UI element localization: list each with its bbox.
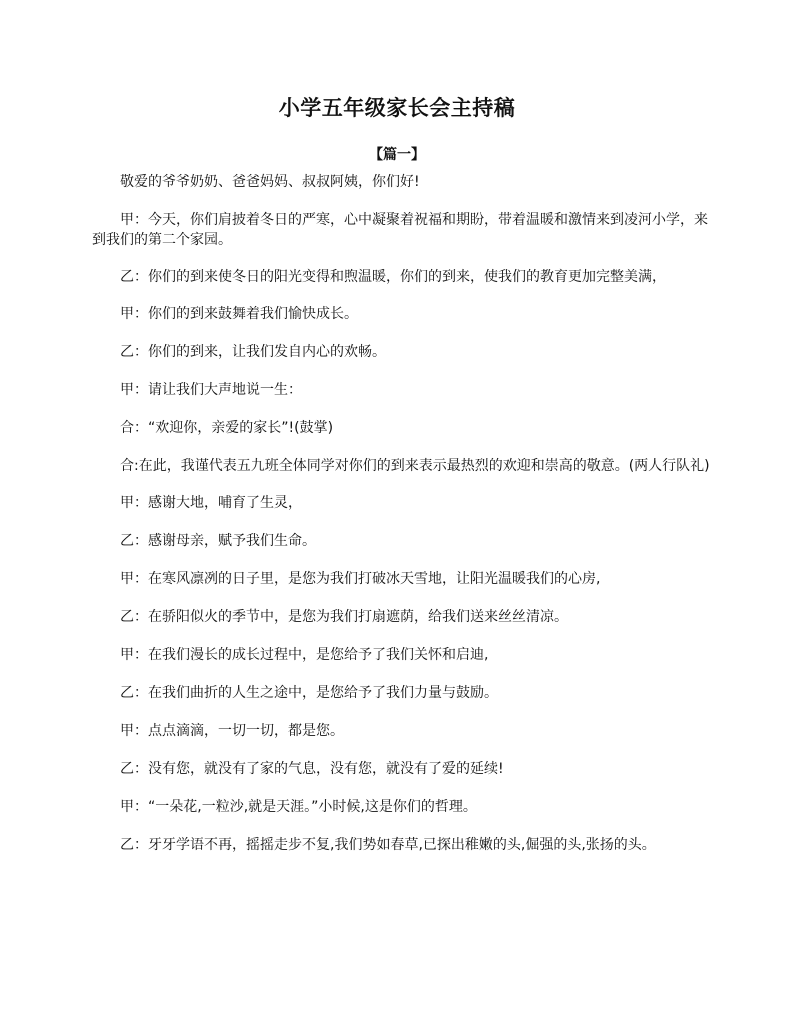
paragraph: 乙：你们的到来，让我们发自内心的欢畅。 [120,344,386,360]
paragraph: 乙：在骄阳似火的季节中，是您为我们打扇遮荫，给我们送来丝丝清凉。 [120,609,568,625]
section-heading: 【篇一】 [369,147,425,163]
paragraph: 甲：你们的到来鼓舞着我们愉快成长。 [120,306,358,322]
paragraph: 乙：在我们曲折的人生之途中，是您给予了我们力量与鼓励。 [120,685,498,701]
paragraph: 敬爱的爷爷奶奶、爸爸妈妈、叔叔阿姨，你们好! [120,174,420,190]
paragraph: 甲：感谢大地，哺育了生灵， [120,495,302,511]
paragraph: 甲：今天，你们肩披着冬日的严寒，心中凝聚着祝福和期盼，带着温暖和激情来到凌河小学，来到我们的第二个家园。 [92,212,708,248]
paragraph: 甲：“一朵花,一粒沙,就是天涯。”小时候,这是你们的哲理。 [120,799,477,815]
document-body [92,172,712,873]
document-title: 小学五年级家长会主持稿 [278,95,516,120]
paragraph: 合:在此，我谨代表五九班全体同学对你们的到来表示最热烈的欢迎和崇高的敬意。(两人行队礼) [120,458,710,474]
paragraph: 甲：在我们漫长的成长过程中，是您给予了我们关怀和启迪, [120,647,489,663]
paragraph: 乙：感谢母亲，赋予我们生命。 [120,533,316,549]
paragraph: 甲：请让我们大声地说一生： [120,382,302,398]
paragraph: 乙：没有您，就没有了家的气息，没有您，就没有了爱的延续! [120,761,504,777]
paragraph: 合：“欢迎你，亲爱的家长”!(鼓掌) [120,420,334,436]
paragraph: 乙：牙牙学语不再，摇摇走步不复,我们势如春草,已探出稚嫩的头,倔强的头,张扬的头。 [120,837,656,853]
paragraph: 甲：点点滴滴，一切一切，都是您。 [120,723,344,739]
paragraph: 甲：在寒风凛冽的日子里，是您为我们打破冰天雪地，让阳光温暖我们的心房, [120,571,601,587]
paragraph: 乙：你们的到来使冬日的阳光变得和煦温暖，你们的到来，使我们的教育更加完整美满， [120,269,666,285]
